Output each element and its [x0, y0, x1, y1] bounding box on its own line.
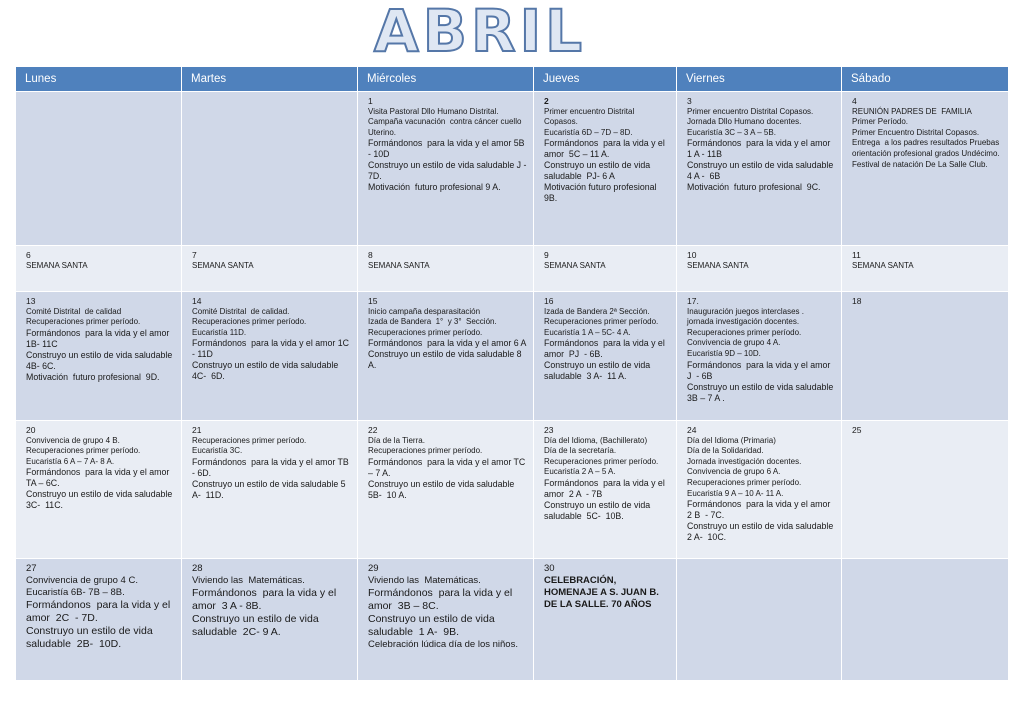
week-row	[16, 421, 1009, 559]
week-row	[16, 246, 1009, 292]
event-text: Convivencia de grupo 4 A.	[687, 338, 781, 348]
event-text: Construyo un estilo de vida saludable 3 A- 11 A.	[544, 360, 653, 382]
event-text: Viviendo las Matemáticas.	[368, 575, 481, 586]
day-cell	[677, 421, 842, 559]
event-text: Motivación futuro profesional 9B.	[544, 182, 659, 204]
event-text: Primer Período.	[852, 117, 909, 127]
event-text: Construyo un estilo de vida saludable 1 A- 9B.	[368, 613, 498, 638]
event-text: Día de la Tierra.	[368, 435, 425, 445]
event-text: Recuperaciones primer período.	[26, 317, 141, 327]
event-text: Recuperaciones primer período.	[192, 317, 307, 327]
event-text: SEMANA SANTA	[26, 260, 88, 270]
day-cell	[534, 292, 677, 421]
event-text: Eucaristía 6 A – 7 A- 8 A.	[26, 456, 115, 466]
event-text: Construyo un estilo de vida saludable PJ- 6 A	[544, 160, 653, 182]
day-cell	[842, 246, 1009, 292]
event-text: Formándonos para la vida y el amor 6 A	[368, 338, 527, 349]
event-text: Construyo un estilo de vida saludable 3B – 7 A .	[687, 381, 839, 403]
event-text: Campaña vacunación contra cáncer cuello Uterino.	[368, 117, 524, 137]
event-text: Eucaristía 3C.	[192, 446, 243, 456]
day-cell	[677, 292, 842, 421]
event-text: Eucaristía 3C – 3 A – 5B.	[687, 127, 776, 137]
day-number: 27	[26, 563, 37, 574]
event-text: Construyo un estilo de vida saludable 4B- 6C.	[26, 349, 178, 371]
event-text: Comité Distrital de calidad.	[192, 306, 290, 316]
day-cell	[358, 92, 534, 246]
event-text: Formándonos para la vida y el amor 5B - 10D	[368, 138, 530, 160]
event-text: Construyo un estilo de vida saludable 8 A.	[368, 349, 524, 371]
day-cell	[842, 292, 1009, 421]
day-cell	[358, 559, 534, 681]
week-row	[16, 92, 1009, 246]
day-cell	[677, 92, 842, 246]
event-text: Formándonos para la vida y el amor 2 A - 7B	[544, 477, 668, 499]
day-cell	[842, 559, 1009, 681]
header-miercoles: Miércoles	[358, 67, 534, 92]
event-text: REUNIÓN PADRES DE FAMILIA	[852, 106, 972, 116]
week-row	[16, 292, 1009, 421]
day-cell	[358, 421, 534, 559]
event-text: Motivación futuro profesional 9 A.	[368, 182, 501, 193]
event-text: Formándonos para la vida y el amor 5C – 11 A.	[544, 138, 668, 160]
event-text: Recuperaciones primer período.	[368, 327, 483, 337]
event-text: Izada de Bandera 1° y 3° Sección.	[368, 317, 497, 327]
event-text: Eucaristía 9 A – 10 A- 11 A.	[687, 488, 784, 498]
day-cell	[182, 292, 358, 421]
day-cell	[16, 246, 182, 292]
event-text: Celebración lúdica día de los niños.	[368, 639, 518, 650]
day-number: 16	[544, 296, 554, 306]
day-cell	[842, 421, 1009, 559]
event-text: Formándonos para la vida y el amor 1C - 11D	[192, 338, 354, 360]
day-number: 9	[544, 250, 549, 260]
event-text: Formándonos para la vida y el amor 2 B - 7C.	[687, 499, 836, 521]
event-text: Recuperaciones primer período.	[26, 446, 141, 456]
day-number: 7	[192, 250, 197, 260]
event-text: Formándonos para la vida y el amor TA – 6C.	[26, 467, 174, 489]
day-cell	[534, 559, 677, 681]
day-number: 14	[192, 296, 202, 306]
event-text: Entrega a los padres resultados Pruebas orientación profesional grados Undécimo.	[852, 138, 1002, 158]
header-jueves: Jueves	[534, 67, 677, 92]
event-text: Recuperaciones primer período.	[544, 317, 659, 327]
event-text: Formándonos para la vida y el amor 1 A - 11B	[687, 138, 836, 160]
event-text: Formándonos para la vida y el amor PJ - 6B.	[544, 338, 668, 360]
day-cell	[534, 246, 677, 292]
event-text: Motivación futuro profesional 9D.	[26, 371, 160, 382]
day-cell	[16, 421, 182, 559]
event-text: Comité Distrital de calidad	[26, 306, 122, 316]
event-text: Formándonos para la vida y el amor J - 6B	[687, 359, 836, 381]
event-text: Recuperaciones primer período.	[368, 446, 483, 456]
event-text: Construyo un estilo de vida saludable 2 A- 10C.	[687, 521, 839, 543]
event-text: Día del Idioma (Primaria)	[687, 435, 776, 445]
event-text: Formándonos para la vida y el amor TC – 7 A.	[368, 456, 528, 478]
event-text: Primer Encuentro Distrital Copasos.	[852, 127, 980, 137]
event-text: Eucaristía 1 A – 5C- 4 A.	[544, 327, 631, 337]
day-number: 28	[192, 563, 203, 574]
event-text: Motivación futuro profesional 9C.	[687, 182, 821, 193]
event-text: Formándonos para la vida y el amor TB - 6D.	[192, 456, 354, 478]
event-text: Construyo un estilo de vida saludable J - 7D.	[368, 160, 532, 182]
event-text: Construyo un estilo de vida saludable 4C- 6D.	[192, 360, 341, 382]
event-text: Eucaristía 11D.	[192, 327, 247, 337]
header-sabado: Sábado	[842, 67, 1009, 92]
event-text: Eucaristía 6D – 7D – 8D.	[544, 127, 633, 137]
event-text: Construyo un estilo de vida saludable 4 A - 6B	[687, 160, 839, 182]
event-text: Construyo un estilo de vida saludable 3C- 11C.	[26, 489, 178, 511]
day-number: 24	[687, 425, 697, 435]
header-row	[16, 67, 1009, 92]
event-text: Recuperaciones primer período.	[687, 327, 802, 337]
day-number: 17.	[687, 296, 699, 306]
event-text: SEMANA SANTA	[687, 260, 749, 270]
event-text: Eucaristía 9D – 10D.	[687, 348, 761, 358]
header-martes: Martes	[182, 67, 358, 92]
event-text: Día del Idioma, (Bachillerato)	[544, 435, 648, 445]
event-text: Formándonos para la vida y el amor 3 A - 8B.	[192, 587, 340, 612]
day-cell	[534, 421, 677, 559]
event-text: SEMANA SANTA	[852, 260, 914, 270]
day-number: 18	[852, 296, 862, 306]
event-text: Formándonos para la vida y el amor 3B – 8C.	[368, 587, 516, 612]
day-cell	[16, 292, 182, 421]
day-cell	[16, 559, 182, 681]
event-text: Jornada Dllo Humano docentes.	[687, 117, 802, 127]
event-text: Izada de Bandera 2ª Sección.	[544, 306, 650, 316]
day-number: 1	[368, 96, 373, 106]
event-text: Eucaristía 6B- 7B – 8B.	[26, 587, 125, 598]
day-number: 22	[368, 425, 378, 435]
day-number: 2	[544, 96, 549, 106]
event-text: Jornada investigación docentes.	[687, 456, 802, 466]
event-text: Convivencia de grupo 4 B.	[26, 435, 120, 445]
day-cell	[534, 92, 677, 246]
day-number: 11	[852, 250, 861, 260]
week-row	[16, 559, 1009, 681]
header-lunes: Lunes	[16, 67, 182, 92]
event-text: Eucaristía 2 A – 5 A.	[544, 467, 616, 477]
day-number: 25	[852, 425, 862, 435]
event-text: Construyo un estilo de vida saludable 2C- 9 A.	[192, 613, 322, 638]
event-text: Construyo un estilo de vida saludable 2B- 10D.	[26, 625, 156, 650]
day-cell	[842, 92, 1009, 246]
event-text: Día de la Solidaridad.	[687, 446, 764, 456]
event-text: jornada investigación docentes.	[687, 317, 800, 327]
event-text: Inicio campaña desparasitación	[368, 306, 481, 316]
day-cell	[182, 92, 358, 246]
event-text: Recuperaciones primer período.	[192, 435, 307, 445]
day-cell	[182, 559, 358, 681]
header-viernes: Viernes	[677, 67, 842, 92]
event-text: Inauguración juegos interclases .	[687, 306, 804, 316]
day-number: 29	[368, 563, 379, 574]
event-text: Formándonos para la vida y el amor 2C - 7D.	[26, 599, 174, 624]
event-text: SEMANA SANTA	[192, 260, 254, 270]
day-number: 4	[852, 96, 857, 106]
event-text: Festival de natación De La Salle Club.	[852, 159, 988, 169]
day-number: 8	[368, 250, 373, 260]
event-text: Construyo un estilo de vida saludable 5C- 10B.	[544, 499, 653, 521]
event-text: Construyo un estilo de vida saludable 5B- 10 A.	[368, 478, 517, 500]
day-number: 21	[192, 425, 202, 435]
day-cell	[358, 246, 534, 292]
page-title: ABRIL	[373, 0, 587, 65]
day-number: 3	[687, 96, 692, 106]
event-text: SEMANA SANTA	[368, 260, 430, 270]
event-text: Primer encuentro Distrital Copasos.	[544, 106, 637, 127]
day-number: 30	[544, 563, 555, 574]
day-cell	[677, 246, 842, 292]
event-text: Primer encuentro Distrital Copasos.	[687, 106, 814, 116]
event-text: Formándonos para la vida y el amor 1B- 11C	[26, 327, 175, 349]
calendar-body	[16, 92, 1009, 681]
day-number: 13	[26, 296, 36, 306]
event-text: Recuperaciones primer período.	[544, 456, 659, 466]
day-cell	[16, 92, 182, 246]
event-text: Día de la secretaría.	[544, 446, 617, 456]
day-number: 10	[687, 250, 697, 260]
day-cell	[182, 421, 358, 559]
event-text: Convivencia de grupo 4 C.	[26, 575, 138, 586]
event-text: Viviendo las Matemáticas.	[192, 575, 305, 586]
day-cell	[677, 559, 842, 681]
day-cell	[182, 246, 358, 292]
day-cell	[358, 292, 534, 421]
day-number: 6	[26, 250, 31, 260]
event-text: CELEBRACIÓN, HOMENAJE A S. JUAN B. DE LA SALLE. 70 AÑOS	[544, 575, 662, 610]
event-text: Recuperaciones primer período.	[687, 477, 802, 487]
day-number: 15	[368, 296, 378, 306]
event-text: SEMANA SANTA	[544, 260, 606, 270]
day-number: 23	[544, 425, 554, 435]
day-number: 20	[26, 425, 36, 435]
event-text: Visita Pastoral Dllo Humano Distrital.	[368, 106, 499, 116]
event-text: Construyo un estilo de vida saludable 5 A- 11D.	[192, 478, 348, 500]
calendar-table	[15, 66, 1009, 681]
event-text: Convivencia de grupo 6 A.	[687, 467, 781, 477]
